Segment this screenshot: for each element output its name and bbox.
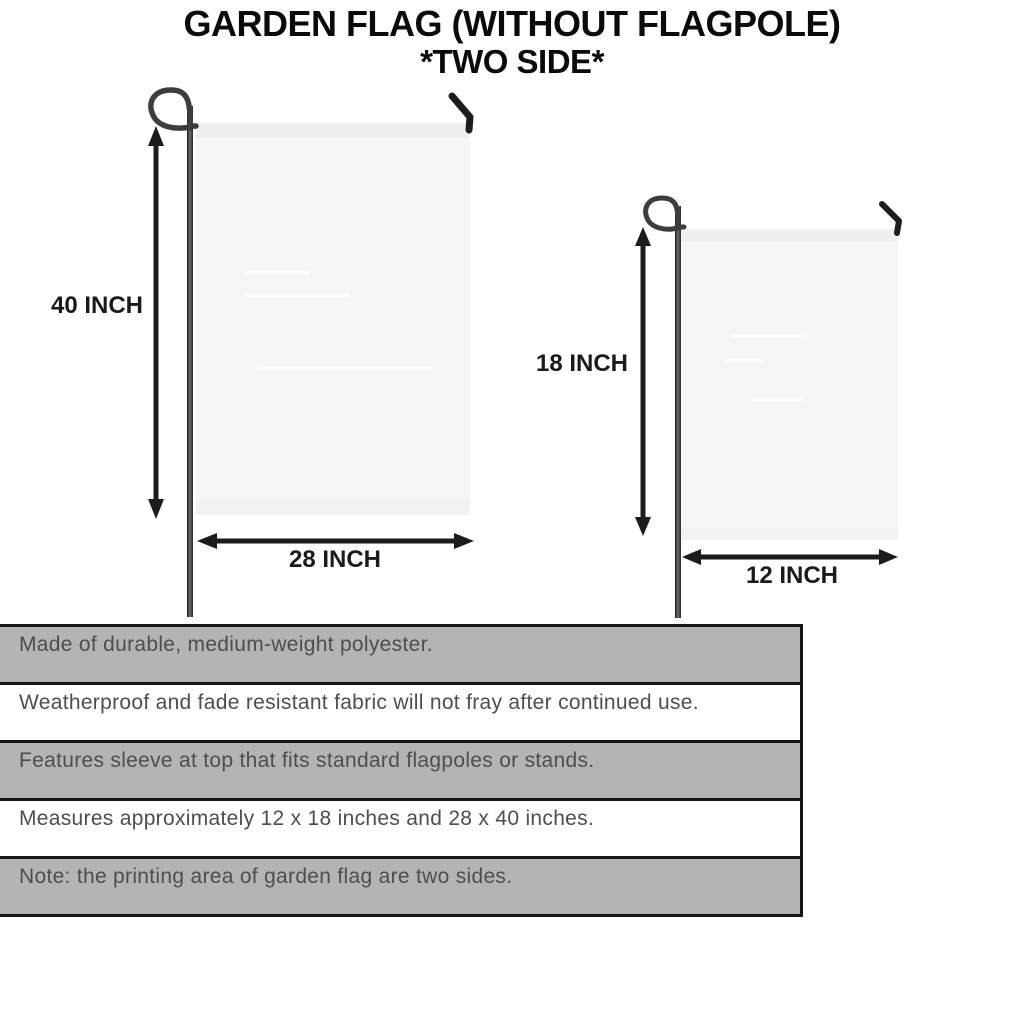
feature-row-measurements [0,801,800,859]
small-flag-sleeve [678,229,898,242]
title-line-1: GARDEN FLAG (WITHOUT FLAGPOLE) [183,3,841,44]
large-flag-bottom-hem [196,500,470,515]
small-flag-fabric-highlight [731,334,807,338]
title-line-2: *TWO SIDE* [420,43,604,80]
large-flag-pole [187,106,193,617]
features-table [0,624,803,917]
small-flag-pole [675,206,681,618]
feature-row-sleeve [0,743,800,801]
large-flag-height-arrow [148,126,164,519]
feature-text: Made of durable, medium-weight polyester. [19,633,433,656]
small-flag-fabric-highlight [726,359,764,363]
small-flag-bottom-hem [678,528,898,540]
small-flag-height-label: 18 INCH [535,350,628,377]
feature-text: Measures approximately 12 x 18 inches and 28 x 40 inches. [19,807,595,830]
feature-row-note [0,859,800,914]
small-flag-width-label: 12 INCH [745,562,839,589]
large-flag-fabric-highlight [246,293,350,297]
small-flag-height-arrow [635,227,651,536]
large-flag-fabric [196,123,470,515]
feature-text: Weatherproof and fade resistant fabric will not fray after continued use. [19,691,699,714]
feature-text: Note: the printing area of garden flag are two sides. [19,865,513,888]
large-flag-width-label: 28 INCH [288,546,382,573]
large-flag-group [151,90,470,617]
large-flag-fabric-highlight [257,366,433,371]
large-flag-fabric-highlight [246,271,310,275]
feature-row-weatherproof [0,685,800,743]
large-flag-pole-loop [151,90,196,128]
large-flag-sleeve [196,123,470,138]
small-flag-fabric-highlight [751,397,805,401]
large-flag-height-label: 40 INCH [50,292,143,319]
small-flag-hook [882,204,899,233]
small-flag-pole-loop [646,198,684,229]
feature-text: Features sleeve at top that fits standard flagpoles or stands. [19,749,595,772]
small-flag-fabric [678,229,898,540]
feature-row-material [0,627,800,685]
